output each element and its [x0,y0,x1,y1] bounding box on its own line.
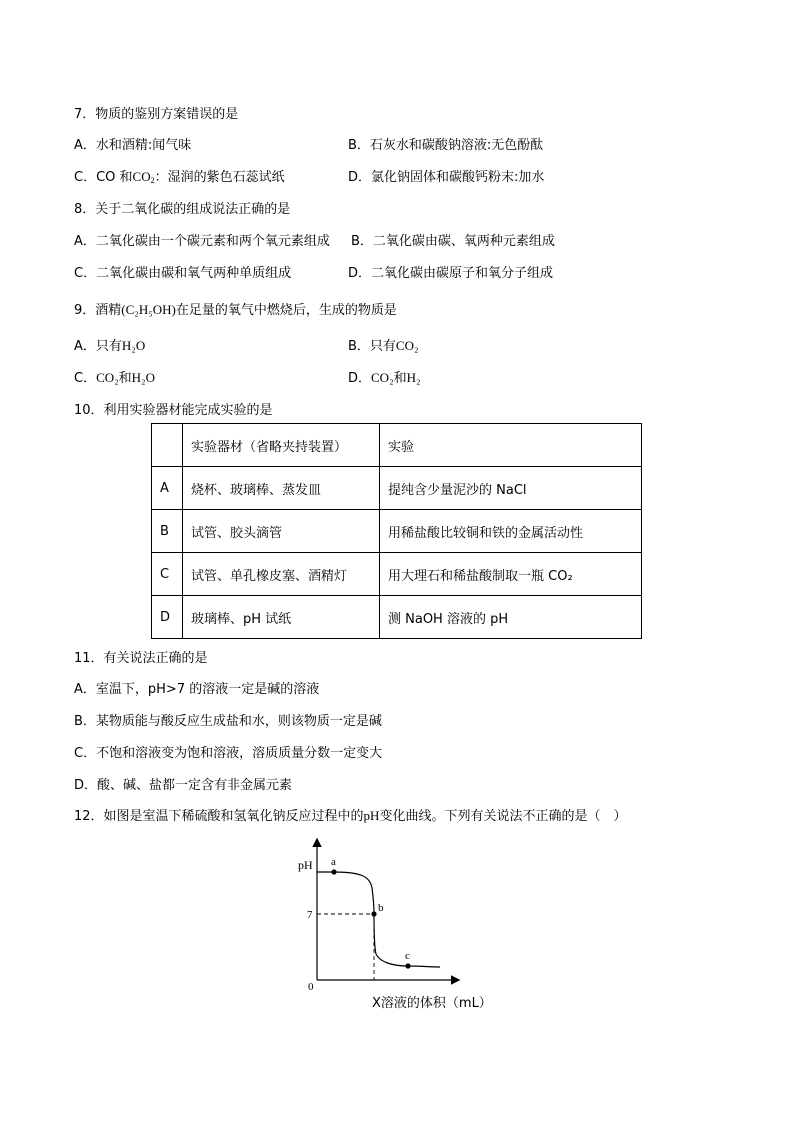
y-axis-label: pH [298,858,313,872]
q9-option-c-formula: CO₂和H₂O [96,370,155,385]
table-row [152,467,642,510]
q8-option-d[interactable]: D．二氧化碳由碳原子和氧分子组成 [348,266,554,281]
point-c-marker [405,963,410,968]
table-cell: 测 NaOH 溶液的 pH [380,596,642,639]
q9-stem-post: 在足量的氧气中燃烧后，生成的物质是 [175,303,397,318]
q9-option-a[interactable] [74,335,145,354]
q9-option-d-label: D． [348,371,372,386]
table-row [152,596,642,639]
origin-label: 0 [308,981,314,993]
ph-curve-series [317,872,440,967]
table-cell: 用稀盐酸比较铜和铁的金属活动性 [380,510,642,553]
q9-option-a-formula: H₂O [121,338,146,353]
q9-option-d[interactable] [348,367,421,386]
q7-option-d[interactable]: D．氯化钠固体和碳酸钙粉末:加水 [348,170,545,185]
q7-option-b[interactable]: B．石灰水和碳酸钠溶液:无色酚酞 [348,138,544,153]
table-header-cell: 实验器材（省略夹持装置） [183,424,380,467]
table-cell: C [152,553,183,596]
ph-curve-chart [290,828,490,1018]
q7-option-a[interactable]: A．水和酒精:闻气味 [74,138,192,153]
table-cell: 用大理石和稀盐酸制取一瓶 CO₂ [380,553,642,596]
table-cell: 玻璃棒、pH 试纸 [183,596,380,639]
q7-stem: 7．物质的鉴别方案错误的是 [74,107,239,122]
q8-option-a[interactable]: A．二氧化碳由一个碳元素和两个氧元素组成 [74,234,330,249]
table-cell: A [152,467,183,510]
table-header-cell: 实验 [380,424,642,467]
q9-option-b[interactable] [348,335,419,354]
q7-option-c[interactable] [74,166,285,185]
q11-option-c[interactable]: C．不饱和溶液变为饱和溶液，溶质质量分数一定变大 [74,746,383,761]
table-cell: 试管、单孔橡皮塞、酒精灯 [183,553,380,596]
q12-stem [74,805,626,824]
q12-stem-post: 变化曲线。下列有关说法不正确的是（ ） [379,809,627,824]
point-b-label: b [378,902,384,914]
table-cell: 烧杯、玻璃棒、蒸发皿 [183,467,380,510]
q9-option-b-formula: CO₂ [395,338,419,353]
q11-option-a[interactable]: A．室温下，pH>7 的溶液一定是碱的溶液 [74,682,320,697]
point-a-label: a [331,856,336,868]
x-axis-label: X溶液的体积（mL） [372,996,492,1011]
point-a-marker [331,869,336,874]
table-row [152,553,642,596]
point-b-marker [371,911,376,916]
point-c-label: c [405,950,410,962]
q11-option-b[interactable]: B．某物质能与酸反应生成盐和水，则该物质一定是碱 [74,714,382,729]
q9-option-c[interactable] [74,367,155,386]
q8-option-b[interactable]: B．二氧化碳由碳、氧两种元素组成 [351,234,555,249]
q12-stem-ph: pH [363,808,380,823]
co2-formula: CO [132,169,151,184]
table-cell: 试管、胶头滴管 [183,510,380,553]
q8-stem: 8．关于二氧化碳的组成说法正确的是 [74,202,291,217]
q9-option-c-label: C． [74,371,97,386]
table-cell: D [152,596,183,639]
q12-stem-pre: 12．如图是室温下稀硫酸和氢氧化钠反应过程中的 [74,809,364,824]
q11-stem: 11．有关说法正确的是 [74,651,208,666]
q7-option-c-rest: ：湿润的紫色石蕊试纸 [154,170,285,185]
q9-option-b-label: B．只有 [348,339,396,354]
q9-stem [74,299,397,318]
q7-option-c-text: C．CO 和 [74,170,133,185]
ethanol-formula: (C₂H₅OH) [121,302,176,317]
q9-option-a-label: A．只有 [74,339,122,354]
y-tick-label: 7 [307,909,313,921]
q11-option-d[interactable]: D．酸、碱、盐都一定含有非金属元素 [74,778,293,793]
q10-stem: 10．利用实验器材能完成实验的是 [74,403,273,418]
co2-subscript: 2 [150,176,155,185]
table-cell: B [152,510,183,553]
q9-stem-pre: 9．酒精 [74,303,122,318]
table-cell: 提纯含少量泥沙的 NaCl [380,467,642,510]
q8-option-c[interactable]: C．二氧化碳由碳和氧气两种单质组成 [74,266,292,281]
q10-experiment-table [151,423,642,639]
q7-option-c-formula [133,169,155,184]
table-header-cell [152,424,183,467]
table-row [152,510,642,553]
table-header-row [152,424,642,467]
q9-option-d-formula: CO₂和H₂ [371,370,421,385]
